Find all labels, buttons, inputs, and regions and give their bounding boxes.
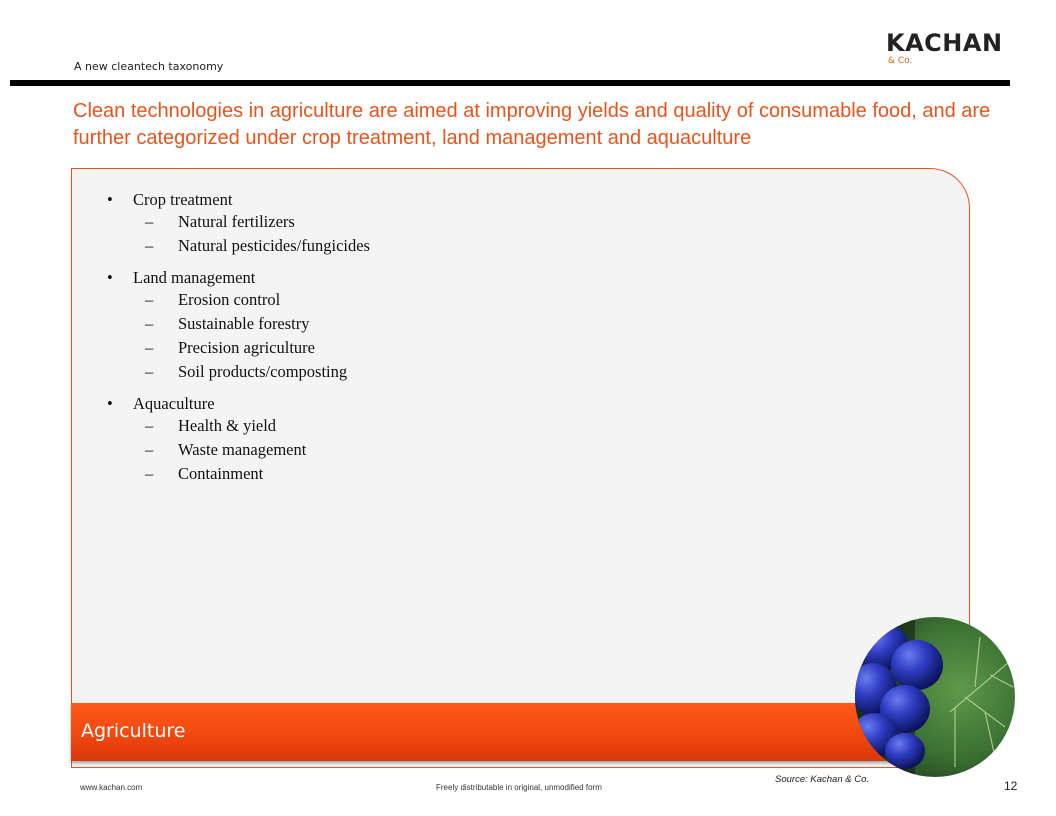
bullet-icon: • xyxy=(107,190,113,209)
bullet-label: Crop treatment xyxy=(133,190,233,209)
bullet-item xyxy=(105,190,370,260)
sub-item xyxy=(105,338,370,362)
bullet-label: Land management xyxy=(133,268,256,287)
sub-item xyxy=(105,236,370,260)
sub-item xyxy=(105,440,370,464)
bullet-icon: • xyxy=(107,394,113,413)
sub-item-label: Natural fertilizers xyxy=(178,212,295,231)
bullet-item xyxy=(105,268,370,386)
bullet-icon: • xyxy=(107,268,113,287)
sub-item-label: Natural pesticides/fungicides xyxy=(178,236,370,255)
sub-item-label: Containment xyxy=(178,464,264,483)
bullet-item xyxy=(105,394,370,488)
bullet-list xyxy=(105,190,370,496)
grape xyxy=(885,733,925,769)
dash-icon: – xyxy=(145,416,154,435)
header-divider xyxy=(10,80,1010,86)
slide-title: Clean technologies in agriculture are aimed at improving yields and quality of consumable food, and are further categorized under crop treatment, land management and aquaculture xyxy=(73,100,991,149)
logo-wordmark: KACHAN xyxy=(886,29,1003,57)
dash-icon: – xyxy=(145,338,154,357)
footer-distribution-note: Freely distributable in original, unmodified form xyxy=(436,783,602,792)
bullet-label: Aquaculture xyxy=(133,394,215,413)
company-logo xyxy=(886,30,1011,70)
dash-icon: – xyxy=(145,362,154,381)
grape xyxy=(891,640,943,690)
category-banner xyxy=(71,703,901,761)
dash-icon: – xyxy=(145,212,154,231)
sub-item-label: Sustainable forestry xyxy=(178,314,310,333)
sub-item-label: Soil products/composting xyxy=(178,362,348,381)
footer-url[interactable]: www.kachan.com xyxy=(80,783,143,792)
dash-icon: – xyxy=(145,290,154,309)
sub-item xyxy=(105,464,370,488)
dash-icon: – xyxy=(145,236,154,255)
sub-item-label: Precision agriculture xyxy=(178,338,315,357)
grapes-leaf-photo xyxy=(855,617,1015,777)
sub-item xyxy=(105,290,370,314)
source-citation: Source: Kachan & Co. xyxy=(775,774,869,785)
page-number: 12 xyxy=(1004,779,1018,793)
sub-item xyxy=(105,362,370,386)
sub-item-label: Waste management xyxy=(178,440,307,459)
dash-icon: – xyxy=(145,314,154,333)
logo-suffix: & Co. xyxy=(888,56,913,66)
sub-item xyxy=(105,314,370,338)
category-label: Agriculture xyxy=(81,720,186,742)
header-subtitle: A new cleantech taxonomy xyxy=(74,60,224,73)
dash-icon: – xyxy=(145,464,154,483)
sub-item xyxy=(105,212,370,236)
dash-icon: – xyxy=(145,440,154,459)
sub-item xyxy=(105,416,370,440)
sub-item-label: Health & yield xyxy=(178,416,277,435)
sub-item-label: Erosion control xyxy=(178,290,281,309)
